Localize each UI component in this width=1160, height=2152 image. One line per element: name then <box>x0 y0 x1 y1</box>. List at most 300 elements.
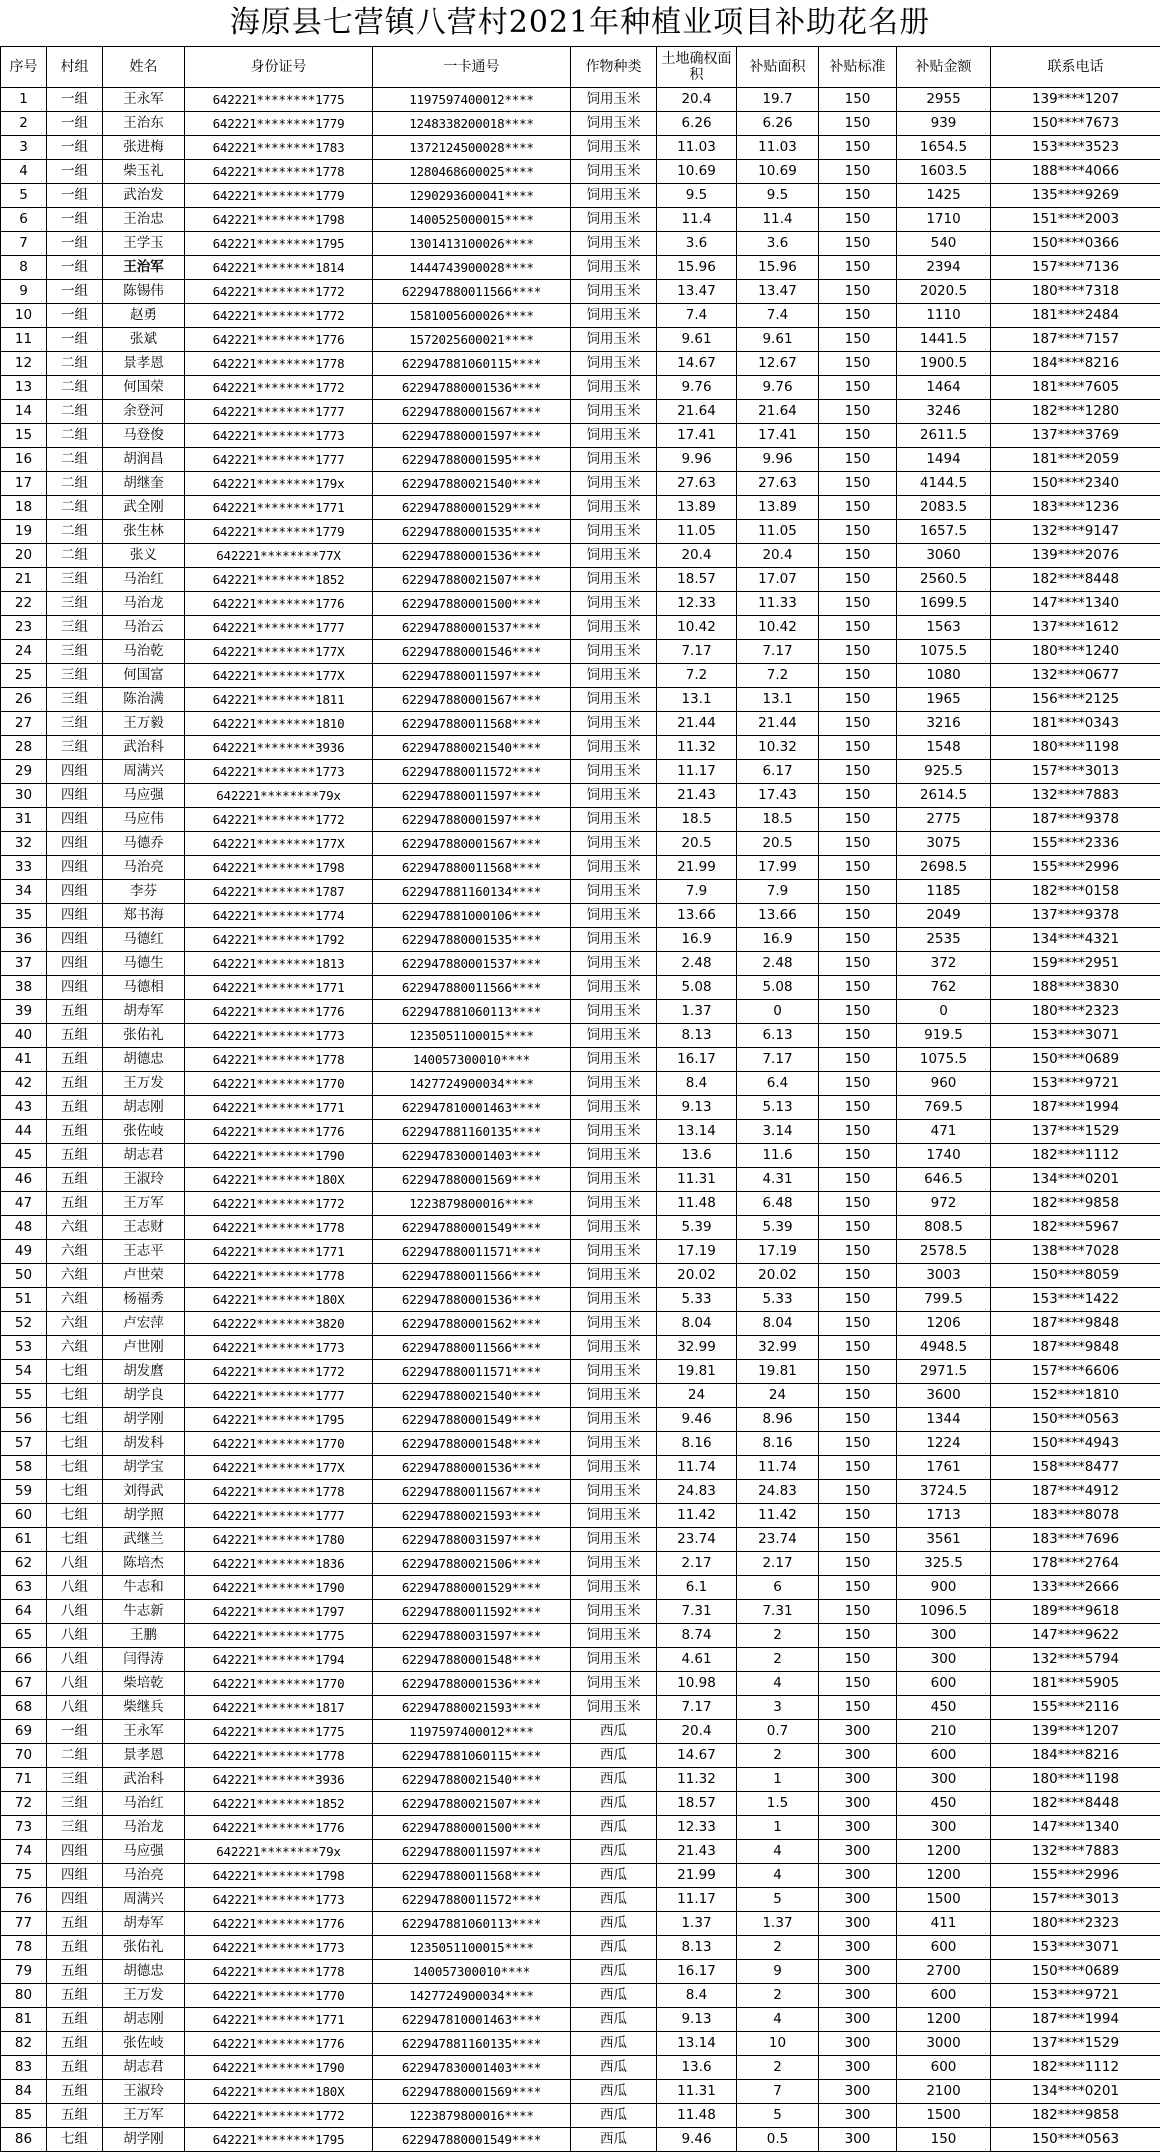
name-cell: 胡志君 <box>103 2056 185 2080</box>
phone-cell: 133****2666 <box>991 1576 1160 1600</box>
land-area-cell: 12.33 <box>657 1816 737 1840</box>
table-row <box>1 424 1160 448</box>
crop-type-cell: 饲用玉米 <box>571 352 657 376</box>
header-id-number: 身份证号 <box>185 47 373 88</box>
land-area-cell: 11.31 <box>657 1168 737 1192</box>
name-cell: 闫得涛 <box>103 1648 185 1672</box>
subsidy-area-cell: 7.31 <box>737 1600 819 1624</box>
card-number-cell: 622947880011568**** <box>373 712 571 736</box>
subsidy-area-cell: 0 <box>737 1000 819 1024</box>
crop-type-cell: 饲用玉米 <box>571 1696 657 1720</box>
card-number-cell: 622947880011568**** <box>373 856 571 880</box>
subsidy-rate-cell: 300 <box>819 1816 897 1840</box>
name-cell: 张佐岐 <box>103 1120 185 1144</box>
subsidy-rate-cell: 150 <box>819 976 897 1000</box>
subsidy-area-cell: 17.99 <box>737 856 819 880</box>
crop-type-cell: 饲用玉米 <box>571 640 657 664</box>
subsidy-amount-cell: 799.5 <box>897 1288 991 1312</box>
subsidy-rate-cell: 150 <box>819 1504 897 1528</box>
id-number-cell: 642221********1778 <box>185 1480 373 1504</box>
subsidy-area-cell: 6.4 <box>737 1072 819 1096</box>
table-row <box>1 256 1160 280</box>
name-cell: 胡发麿 <box>103 1360 185 1384</box>
subsidy-amount-cell: 150 <box>897 2128 991 2152</box>
crop-type-cell: 西瓜 <box>571 2104 657 2128</box>
name-cell: 柴继兵 <box>103 1696 185 1720</box>
name-cell: 杨福秀 <box>103 1288 185 1312</box>
seq-cell: 17 <box>1 472 47 496</box>
crop-type-cell: 西瓜 <box>571 1720 657 1744</box>
phone-cell: 188****4066 <box>991 160 1160 184</box>
land-area-cell: 10.42 <box>657 616 737 640</box>
subsidy-amount-cell: 1344 <box>897 1408 991 1432</box>
subsidy-area-cell: 13.1 <box>737 688 819 712</box>
table-row <box>1 1384 1160 1408</box>
crop-type-cell: 饲用玉米 <box>571 208 657 232</box>
seq-cell: 33 <box>1 856 47 880</box>
id-number-cell: 642221********1773 <box>185 1888 373 1912</box>
subsidy-rate-cell: 150 <box>819 664 897 688</box>
crop-type-cell: 饲用玉米 <box>571 1096 657 1120</box>
crop-type-cell: 西瓜 <box>571 2128 657 2152</box>
table-row <box>1 1312 1160 1336</box>
land-area-cell: 32.99 <box>657 1336 737 1360</box>
crop-type-cell: 饲用玉米 <box>571 952 657 976</box>
seq-cell: 43 <box>1 1096 47 1120</box>
header-card-number: 一卡通号 <box>373 47 571 88</box>
name-cell: 周满兴 <box>103 1888 185 1912</box>
subsidy-amount-cell: 2100 <box>897 2080 991 2104</box>
subsidy-amount-cell: 1548 <box>897 736 991 760</box>
subsidy-area-cell: 9.61 <box>737 328 819 352</box>
seq-cell: 1 <box>1 88 47 112</box>
id-number-cell: 642221********1798 <box>185 1864 373 1888</box>
group-cell: 二组 <box>47 496 103 520</box>
crop-type-cell: 饲用玉米 <box>571 1192 657 1216</box>
phone-cell: 139****2076 <box>991 544 1160 568</box>
card-number-cell: 622947880011567**** <box>373 1480 571 1504</box>
land-area-cell: 13.6 <box>657 1144 737 1168</box>
group-cell: 六组 <box>47 1240 103 1264</box>
seq-cell: 69 <box>1 1720 47 1744</box>
name-cell: 柴培乾 <box>103 1672 185 1696</box>
seq-cell: 61 <box>1 1528 47 1552</box>
subsidy-area-cell: 2 <box>737 1624 819 1648</box>
name-cell: 张进梅 <box>103 136 185 160</box>
phone-cell: 153****3071 <box>991 1024 1160 1048</box>
land-area-cell: 23.74 <box>657 1528 737 1552</box>
header-subsidy-area: 补贴面积 <box>737 47 819 88</box>
card-number-cell: 622947880011572**** <box>373 760 571 784</box>
subsidy-rate-cell: 150 <box>819 400 897 424</box>
table-row <box>1 664 1160 688</box>
name-cell: 王万毅 <box>103 712 185 736</box>
table-row <box>1 496 1160 520</box>
table-row <box>1 2080 1160 2104</box>
crop-type-cell: 饲用玉米 <box>571 592 657 616</box>
phone-cell: 180****1198 <box>991 1768 1160 1792</box>
group-cell: 六组 <box>47 1264 103 1288</box>
card-number-cell: 140057300010**** <box>373 1048 571 1072</box>
group-cell: 五组 <box>47 1048 103 1072</box>
subsidy-amount-cell: 2578.5 <box>897 1240 991 1264</box>
name-cell: 余登河 <box>103 400 185 424</box>
card-number-cell: 622947880001500**** <box>373 592 571 616</box>
card-number-cell: 1197597400012**** <box>373 88 571 112</box>
subsidy-rate-cell: 150 <box>819 1024 897 1048</box>
phone-cell: 182****8448 <box>991 568 1160 592</box>
header-group: 村组 <box>47 47 103 88</box>
phone-cell: 150****0689 <box>991 1048 1160 1072</box>
group-cell: 三组 <box>47 1816 103 1840</box>
table-row <box>1 808 1160 832</box>
phone-cell: 184****8216 <box>991 352 1160 376</box>
table-row <box>1 184 1160 208</box>
land-area-cell: 13.14 <box>657 1120 737 1144</box>
table-row <box>1 640 1160 664</box>
phone-cell: 187****1994 <box>991 2008 1160 2032</box>
header-seq: 序号 <box>1 47 47 88</box>
land-area-cell: 21.43 <box>657 1840 737 1864</box>
card-number-cell: 622947880001567**** <box>373 832 571 856</box>
seq-cell: 74 <box>1 1840 47 1864</box>
card-number-cell: 622947880001536**** <box>373 1456 571 1480</box>
phone-cell: 153****9721 <box>991 1072 1160 1096</box>
crop-type-cell: 西瓜 <box>571 2008 657 2032</box>
land-area-cell: 16.17 <box>657 1960 737 1984</box>
seq-cell: 12 <box>1 352 47 376</box>
name-cell: 王学玉 <box>103 232 185 256</box>
subsidy-amount-cell: 2560.5 <box>897 568 991 592</box>
crop-type-cell: 饲用玉米 <box>571 112 657 136</box>
subsidy-area-cell: 18.5 <box>737 808 819 832</box>
land-area-cell: 4.61 <box>657 1648 737 1672</box>
land-area-cell: 2.17 <box>657 1552 737 1576</box>
table-row <box>1 1816 1160 1840</box>
id-number-cell: 642221********1794 <box>185 1648 373 1672</box>
phone-cell: 137****3769 <box>991 424 1160 448</box>
id-number-cell: 642221********1811 <box>185 688 373 712</box>
group-cell: 五组 <box>47 1024 103 1048</box>
crop-type-cell: 饲用玉米 <box>571 736 657 760</box>
id-number-cell: 642221********1771 <box>185 1240 373 1264</box>
land-area-cell: 20.4 <box>657 88 737 112</box>
seq-cell: 23 <box>1 616 47 640</box>
group-cell: 一组 <box>47 280 103 304</box>
group-cell: 四组 <box>47 784 103 808</box>
phone-cell: 150****8059 <box>991 1264 1160 1288</box>
phone-cell: 147****9622 <box>991 1624 1160 1648</box>
subsidy-amount-cell: 1710 <box>897 208 991 232</box>
subsidy-area-cell: 9.76 <box>737 376 819 400</box>
subsidy-amount-cell: 1713 <box>897 1504 991 1528</box>
group-cell: 六组 <box>47 1216 103 1240</box>
crop-type-cell: 西瓜 <box>571 1864 657 1888</box>
card-number-cell: 622947881160134**** <box>373 880 571 904</box>
subsidy-amount-cell: 600 <box>897 1936 991 1960</box>
id-number-cell: 642221********1787 <box>185 880 373 904</box>
id-number-cell: 642221********1810 <box>185 712 373 736</box>
subsidy-area-cell: 16.9 <box>737 928 819 952</box>
crop-type-cell: 西瓜 <box>571 1936 657 1960</box>
id-number-cell: 642221********1777 <box>185 1504 373 1528</box>
phone-cell: 183****1236 <box>991 496 1160 520</box>
subsidy-rate-cell: 150 <box>819 712 897 736</box>
subsidy-area-cell: 7.2 <box>737 664 819 688</box>
crop-type-cell: 饲用玉米 <box>571 832 657 856</box>
crop-type-cell: 西瓜 <box>571 1744 657 1768</box>
subsidy-area-cell: 27.63 <box>737 472 819 496</box>
table-row <box>1 1504 1160 1528</box>
subsidy-amount-cell: 2020.5 <box>897 280 991 304</box>
subsidy-rate-cell: 300 <box>819 1720 897 1744</box>
group-cell: 一组 <box>47 328 103 352</box>
id-number-cell: 642221********1776 <box>185 2032 373 2056</box>
table-row <box>1 928 1160 952</box>
land-area-cell: 3.6 <box>657 232 737 256</box>
crop-type-cell: 饲用玉米 <box>571 1336 657 1360</box>
land-area-cell: 8.13 <box>657 1024 737 1048</box>
subsidy-rate-cell: 150 <box>819 1600 897 1624</box>
subsidy-rate-cell: 150 <box>819 1456 897 1480</box>
phone-cell: 134****4321 <box>991 928 1160 952</box>
crop-type-cell: 饲用玉米 <box>571 856 657 880</box>
phone-cell: 187****9378 <box>991 808 1160 832</box>
header-phone: 联系电话 <box>991 47 1160 88</box>
subsidy-rate-cell: 150 <box>819 520 897 544</box>
subsidy-area-cell: 9.5 <box>737 184 819 208</box>
crop-type-cell: 饲用玉米 <box>571 1048 657 1072</box>
table-row <box>1 568 1160 592</box>
subsidy-area-cell: 11.42 <box>737 1504 819 1528</box>
land-area-cell: 16.9 <box>657 928 737 952</box>
card-number-cell: 622947880031597**** <box>373 1528 571 1552</box>
name-cell: 马治亮 <box>103 856 185 880</box>
subsidy-area-cell: 12.67 <box>737 352 819 376</box>
group-cell: 二组 <box>47 376 103 400</box>
name-cell: 胡德忠 <box>103 1960 185 1984</box>
land-area-cell: 11.32 <box>657 1768 737 1792</box>
phone-cell: 178****2764 <box>991 1552 1160 1576</box>
subsidy-rate-cell: 150 <box>819 1192 897 1216</box>
subsidy-area-cell: 3 <box>737 1696 819 1720</box>
name-cell: 马德相 <box>103 976 185 1000</box>
subsidy-rate-cell: 150 <box>819 1624 897 1648</box>
table-row <box>1 160 1160 184</box>
subsidy-amount-cell: 300 <box>897 1768 991 1792</box>
card-number-cell: 622947810001463**** <box>373 1096 571 1120</box>
subsidy-rate-cell: 150 <box>819 160 897 184</box>
seq-cell: 75 <box>1 1864 47 1888</box>
crop-type-cell: 饲用玉米 <box>571 616 657 640</box>
crop-type-cell: 饲用玉米 <box>571 784 657 808</box>
subsidy-area-cell: 4.31 <box>737 1168 819 1192</box>
subsidy-area-cell: 5.33 <box>737 1288 819 1312</box>
seq-cell: 40 <box>1 1024 47 1048</box>
subsidy-rate-cell: 150 <box>819 1672 897 1696</box>
group-cell: 五组 <box>47 1912 103 1936</box>
subsidy-amount-cell: 3216 <box>897 712 991 736</box>
card-number-cell: 622947880001597**** <box>373 424 571 448</box>
id-number-cell: 642221********180X <box>185 2080 373 2104</box>
subsidy-rate-cell: 300 <box>819 1768 897 1792</box>
group-cell: 三组 <box>47 616 103 640</box>
id-number-cell: 642221********177X <box>185 1456 373 1480</box>
table-row <box>1 2032 1160 2056</box>
id-number-cell: 642221********177X <box>185 640 373 664</box>
seq-cell: 37 <box>1 952 47 976</box>
id-number-cell: 642221********1772 <box>185 808 373 832</box>
name-cell: 胡志刚 <box>103 1096 185 1120</box>
table-row <box>1 1024 1160 1048</box>
land-area-cell: 11.32 <box>657 736 737 760</box>
phone-cell: 150****4943 <box>991 1432 1160 1456</box>
name-cell: 胡润昌 <box>103 448 185 472</box>
crop-type-cell: 饲用玉米 <box>571 400 657 424</box>
subsidy-amount-cell: 471 <box>897 1120 991 1144</box>
seq-cell: 3 <box>1 136 47 160</box>
table-row <box>1 1984 1160 2008</box>
id-number-cell: 642221********1770 <box>185 1984 373 2008</box>
group-cell: 五组 <box>47 1168 103 1192</box>
id-number-cell: 642221********1798 <box>185 208 373 232</box>
subsidy-area-cell: 7.17 <box>737 640 819 664</box>
card-number-cell: 622947880001549**** <box>373 2128 571 2152</box>
id-number-cell: 642221********1779 <box>185 520 373 544</box>
id-number-cell: 642221********1792 <box>185 928 373 952</box>
subsidy-area-cell: 19.81 <box>737 1360 819 1384</box>
subsidy-amount-cell: 3003 <box>897 1264 991 1288</box>
phone-cell: 181****0343 <box>991 712 1160 736</box>
land-area-cell: 5.08 <box>657 976 737 1000</box>
phone-cell: 187****4912 <box>991 1480 1160 1504</box>
subsidy-amount-cell: 1200 <box>897 2008 991 2032</box>
id-number-cell: 642221********1777 <box>185 616 373 640</box>
seq-cell: 24 <box>1 640 47 664</box>
seq-cell: 18 <box>1 496 47 520</box>
subsidy-area-cell: 7.9 <box>737 880 819 904</box>
land-area-cell: 20.02 <box>657 1264 737 1288</box>
seq-cell: 26 <box>1 688 47 712</box>
table-row <box>1 2128 1160 2152</box>
table-row <box>1 1576 1160 1600</box>
group-cell: 五组 <box>47 2032 103 2056</box>
phone-cell: 187****9848 <box>991 1312 1160 1336</box>
subsidy-area-cell: 21.64 <box>737 400 819 424</box>
land-area-cell: 20.5 <box>657 832 737 856</box>
id-number-cell: 642221********1771 <box>185 1096 373 1120</box>
land-area-cell: 21.64 <box>657 400 737 424</box>
land-area-cell: 9.5 <box>657 184 737 208</box>
subsidy-rate-cell: 150 <box>819 1552 897 1576</box>
name-cell: 张斌 <box>103 328 185 352</box>
subsidy-amount-cell: 2611.5 <box>897 424 991 448</box>
subsidy-amount-cell: 2955 <box>897 88 991 112</box>
crop-type-cell: 饲用玉米 <box>571 712 657 736</box>
table-row <box>1 2056 1160 2080</box>
id-number-cell: 642221********1772 <box>185 376 373 400</box>
crop-type-cell: 饲用玉米 <box>571 496 657 520</box>
id-number-cell: 642221********1778 <box>185 1264 373 1288</box>
subsidy-rate-cell: 300 <box>819 1840 897 1864</box>
group-cell: 五组 <box>47 1000 103 1024</box>
group-cell: 一组 <box>47 232 103 256</box>
subsidy-rate-cell: 150 <box>819 544 897 568</box>
phone-cell: 184****8216 <box>991 1744 1160 1768</box>
seq-cell: 54 <box>1 1360 47 1384</box>
subsidy-amount-cell: 1206 <box>897 1312 991 1336</box>
subsidy-area-cell: 2 <box>737 1936 819 1960</box>
subsidy-area-cell: 4 <box>737 1840 819 1864</box>
subsidy-rate-cell: 150 <box>819 376 897 400</box>
table-row <box>1 1432 1160 1456</box>
name-cell: 王永军 <box>103 1720 185 1744</box>
seq-cell: 55 <box>1 1384 47 1408</box>
subsidy-amount-cell: 2394 <box>897 256 991 280</box>
table-row <box>1 832 1160 856</box>
name-cell: 卢世刚 <box>103 1336 185 1360</box>
id-number-cell: 642221********1770 <box>185 1072 373 1096</box>
crop-type-cell: 饲用玉米 <box>571 688 657 712</box>
subsidy-amount-cell: 972 <box>897 1192 991 1216</box>
subsidy-amount-cell: 600 <box>897 2056 991 2080</box>
phone-cell: 139****1207 <box>991 1720 1160 1744</box>
id-number-cell: 642221********79x <box>185 1840 373 1864</box>
seq-cell: 4 <box>1 160 47 184</box>
group-cell: 二组 <box>47 544 103 568</box>
subsidy-rate-cell: 150 <box>819 352 897 376</box>
card-number-cell: 622947880001569**** <box>373 2080 571 2104</box>
card-number-cell: 622947880021540**** <box>373 1384 571 1408</box>
group-cell: 一组 <box>47 136 103 160</box>
card-number-cell: 1301413100026**** <box>373 232 571 256</box>
crop-type-cell: 饲用玉米 <box>571 1648 657 1672</box>
subsidy-amount-cell: 2535 <box>897 928 991 952</box>
card-number-cell: 140057300010**** <box>373 1960 571 1984</box>
name-cell: 李芬 <box>103 880 185 904</box>
subsidy-area-cell: 8.96 <box>737 1408 819 1432</box>
table-row <box>1 1216 1160 1240</box>
id-number-cell: 642221********1797 <box>185 1600 373 1624</box>
phone-cell: 132****5794 <box>991 1648 1160 1672</box>
name-cell: 周满兴 <box>103 760 185 784</box>
phone-cell: 147****1340 <box>991 1816 1160 1840</box>
subsidy-rate-cell: 150 <box>819 736 897 760</box>
id-number-cell: 642221********1778 <box>185 1048 373 1072</box>
group-cell: 四组 <box>47 760 103 784</box>
subsidy-area-cell: 4 <box>737 1864 819 1888</box>
seq-cell: 13 <box>1 376 47 400</box>
name-cell: 王万军 <box>103 2104 185 2128</box>
group-cell: 二组 <box>47 520 103 544</box>
group-cell: 七组 <box>47 1504 103 1528</box>
card-number-cell: 622947880021540**** <box>373 736 571 760</box>
subsidy-rate-cell: 150 <box>819 568 897 592</box>
crop-type-cell: 西瓜 <box>571 1984 657 2008</box>
phone-cell: 150****7673 <box>991 112 1160 136</box>
seq-cell: 16 <box>1 448 47 472</box>
card-number-cell: 1235051100015**** <box>373 1024 571 1048</box>
subsidy-rate-cell: 150 <box>819 1264 897 1288</box>
table-row <box>1 280 1160 304</box>
name-cell: 胡志刚 <box>103 2008 185 2032</box>
land-area-cell: 11.31 <box>657 2080 737 2104</box>
phone-cell: 156****2125 <box>991 688 1160 712</box>
subsidy-rate-cell: 300 <box>819 2080 897 2104</box>
subsidy-area-cell: 15.96 <box>737 256 819 280</box>
land-area-cell: 11.05 <box>657 520 737 544</box>
card-number-cell: 622947880021593**** <box>373 1504 571 1528</box>
